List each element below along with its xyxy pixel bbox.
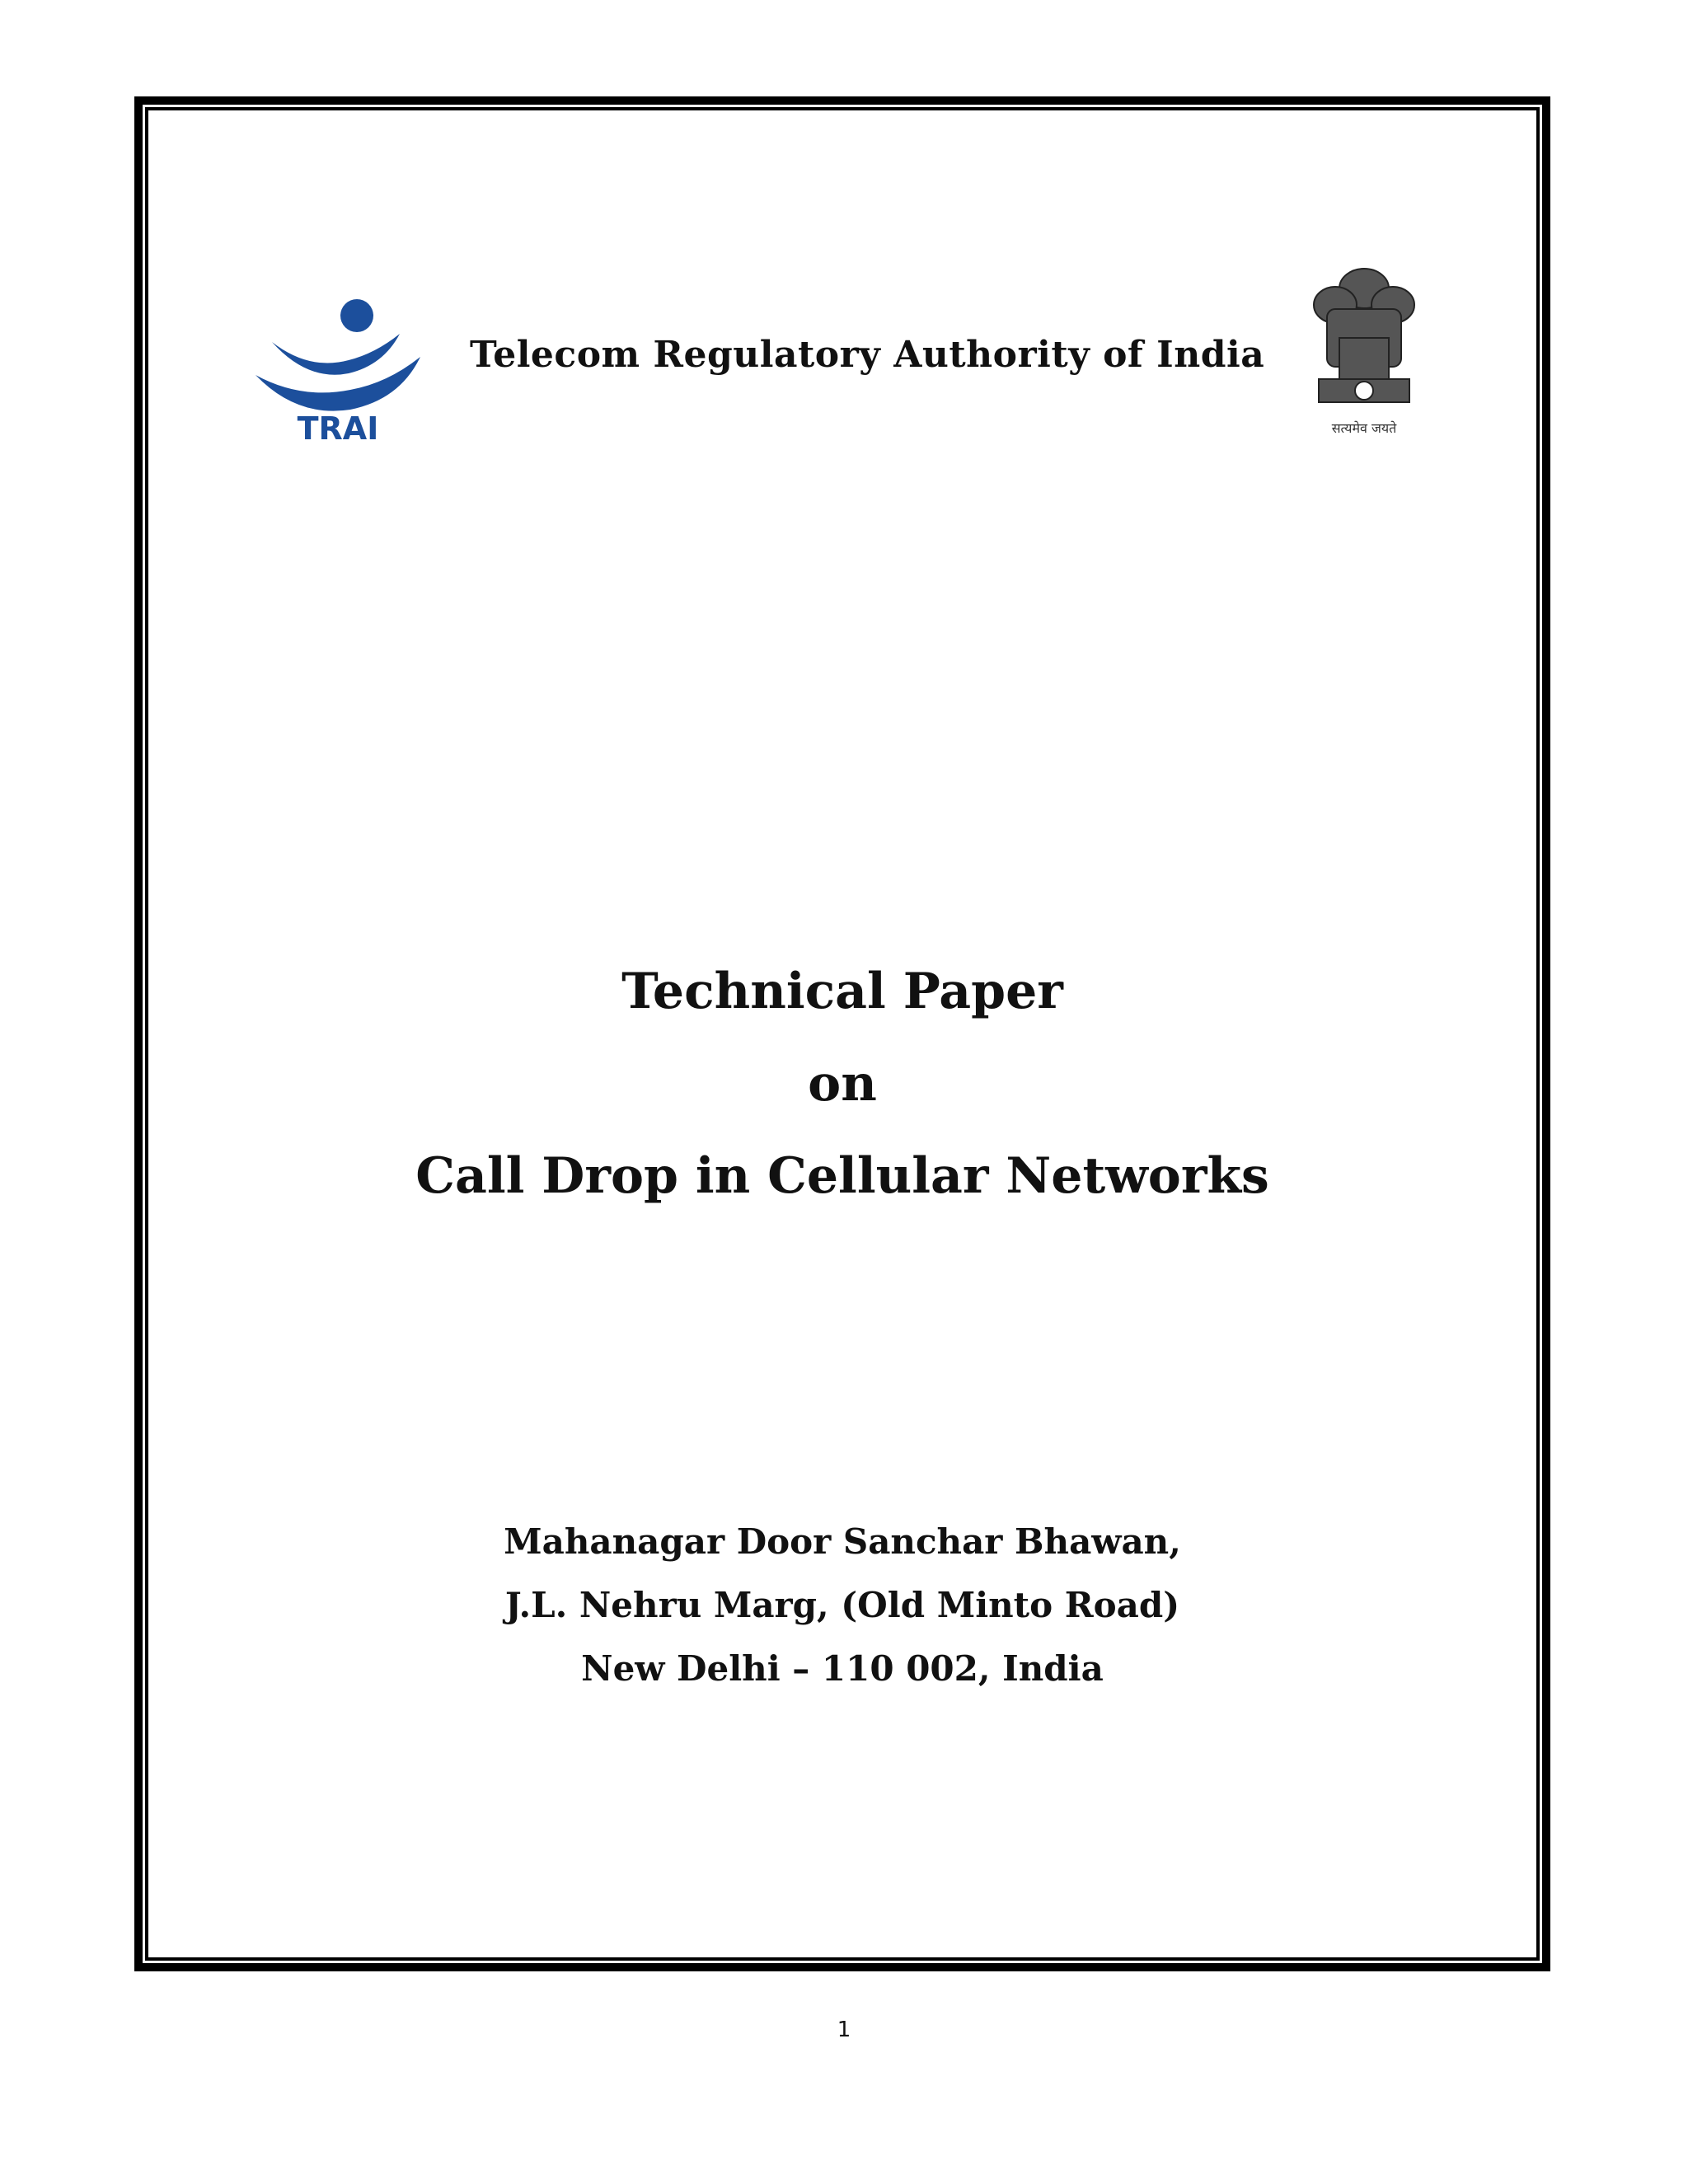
title-line-2: on <box>808 1055 877 1113</box>
title-line-1: Technical Paper <box>621 963 1063 1020</box>
national-emblem <box>1302 264 1426 445</box>
organization-name: Telecom Regulatory Authority of India <box>470 334 1265 376</box>
emblem-motto: सत्यमेव जयते <box>1331 420 1397 436</box>
logo-text: TRAI <box>297 410 379 441</box>
page-number: 1 <box>837 2018 851 2042</box>
trai-logo <box>251 293 424 441</box>
address-line-2: J.L. Nehru Marg, (Old Minto Road) <box>504 1585 1180 1625</box>
address-line-3: New Delhi – 110 002, India <box>581 1648 1104 1689</box>
title-line-3: Call Drop in Cellular Networks <box>415 1147 1269 1205</box>
address-line-1: Mahanagar Door Sanchar Bhawan, <box>504 1521 1181 1562</box>
